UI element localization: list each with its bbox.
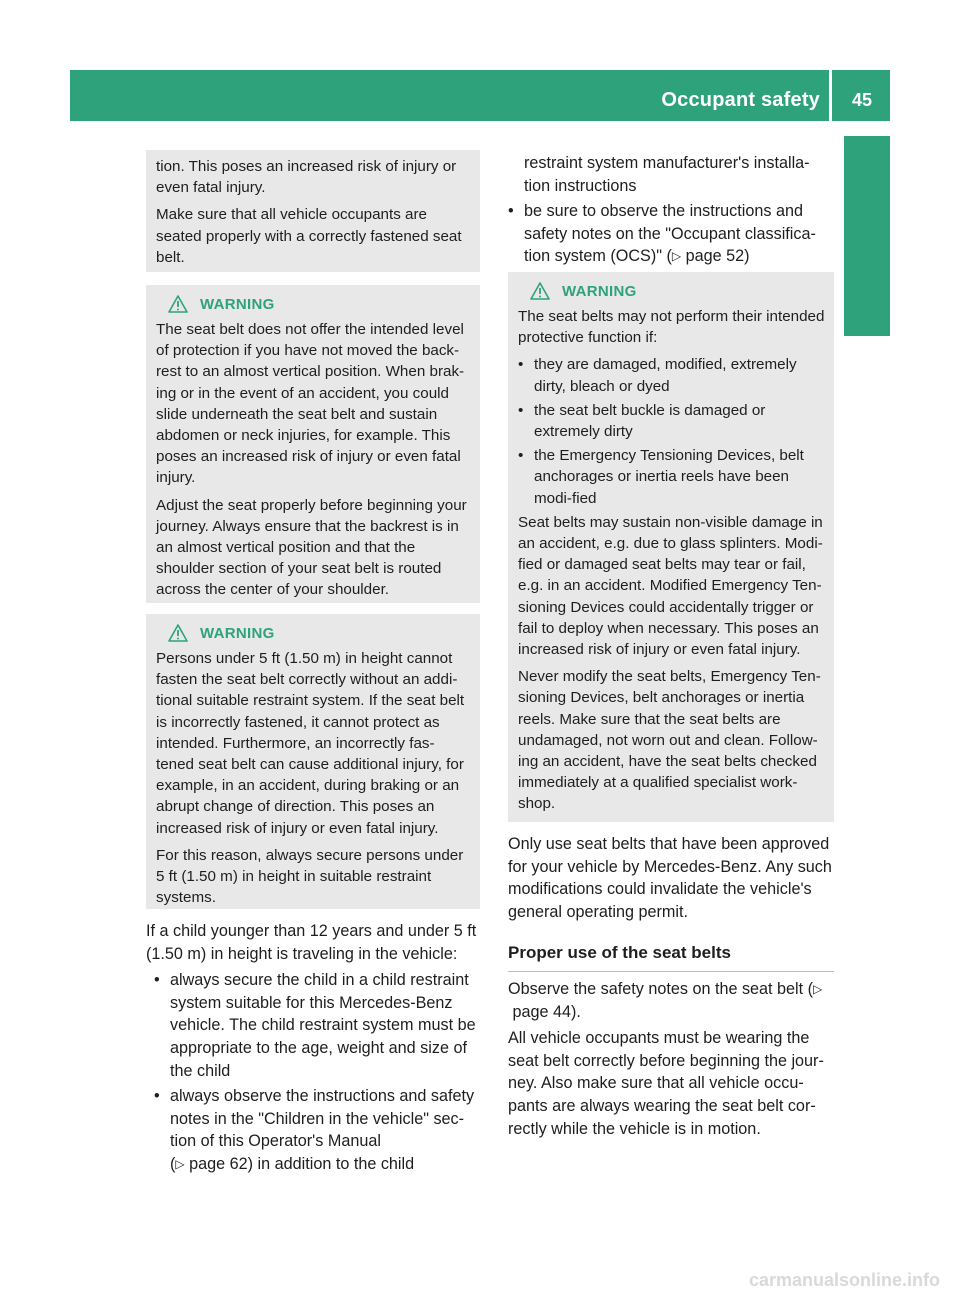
paragraph-text: Observe the safety notes on the seat belt ( xyxy=(508,980,814,998)
warning-text: The seat belt does not offer the intended level of protection if you have not moved the back-rest to an almost vertical position. When brak-ing or in the event of an accident, you could slide underneath the seat belt and sustain abdomen or neck injuries, for example. This poses an increased risk of injury or even fatal injury. xyxy=(156,321,465,487)
warning-text: Persons under 5 ft (1.50 m) in height cannot fasten the seat belt correctly without an addi-tional suitable restraint system. If the seat belt is incorrectly fastened, it cannot protect as intended. Furthermore, an incorrectly fas-tened seat belt can cause additional injury, for example, in an accident, during braking or an abrupt change of direction. This poses an increased risk of injury or even fatal injury. xyxy=(156,650,465,837)
warning-bullet-list xyxy=(518,354,826,508)
page-header xyxy=(70,70,890,121)
page-reference[interactable]: page 44 xyxy=(512,1002,572,1021)
observe-paragraph xyxy=(508,978,834,1023)
list-item: • always secure the child in a child restraint system suitable for this Mercedes-Benz vehicle. The child restraint system must be appropriate to the age, weight and size of the child xyxy=(154,969,482,1082)
header-divider xyxy=(829,70,832,121)
warning-header xyxy=(518,280,826,302)
page-ref-arrow-icon: ▷ xyxy=(813,982,823,996)
warning-label: WARNING xyxy=(200,295,275,313)
page-number: 45 xyxy=(851,90,873,110)
footer-watermark: carmanualsonline.info xyxy=(748,1270,940,1290)
warning-label: WARNING xyxy=(200,624,275,642)
right-top-text xyxy=(508,152,834,271)
warning-box-backrest xyxy=(146,285,480,603)
warning-text: Adjust the seat properly before beginning your journey. Always ensure that the backrest is in an almost vertical position and that the shoulder section of your seat belt is routed across the center of your shoulder. xyxy=(156,496,467,599)
ocs-bullet-list xyxy=(508,200,834,268)
page-ref-arrow-icon: ▷ xyxy=(671,249,682,264)
note-text: tion. This poses an increased risk of injury or even fatal injury. xyxy=(156,158,457,197)
note-box-continued xyxy=(146,150,480,272)
list-item-continued: restraint system manufacturer's installa-tion instructions xyxy=(524,154,810,195)
list-item-text: be sure to observe the instructions and safety notes on the "Occupant classifica-tion system (OCS)" ( xyxy=(524,202,816,266)
list-item: • always observe the instructions and safety notes in the "Children in the vehicle" sec-tion of this Operator's Manual (▷ page 62) in addition to the child xyxy=(154,1085,482,1175)
list-item: • they are damaged, modified, extremely dirty, bleach or dyed xyxy=(518,354,826,396)
list-item-text: always observe the instructions and safety notes in the "Children in the vehicle" sec-tion of this Operator's Manual xyxy=(170,1087,475,1151)
warning-label: WARNING xyxy=(562,282,637,300)
page-reference[interactable]: page 62 xyxy=(189,1154,248,1173)
approved-belts-paragraph: Only use seat belts that have been approved for your vehicle by Mercedes-Benz. Any such modifications could invalidate the vehicle's general operating permit. xyxy=(508,835,832,921)
section-heading: Proper use of the seat belts xyxy=(508,943,834,972)
occupants-paragraph: All vehicle occupants must be wearing the seat belt correctly before beginning the jour-ney. Also make sure that all vehicle occu-pants are always wearing the seat belt cor-rectly while the vehicle is in motion. xyxy=(508,1029,824,1138)
section-title: Occupant safety xyxy=(661,89,820,111)
warning-triangle-icon xyxy=(168,624,188,642)
warning-header xyxy=(156,622,472,644)
list-item: • the Emergency Tensioning Devices, belt anchorages or inertia reels have been modi-fied xyxy=(518,445,826,509)
warning-header xyxy=(156,293,472,315)
list-item-text: ) in addition to the child xyxy=(247,1154,415,1173)
chapter-tab-label: Safety xyxy=(854,239,879,307)
warning-text: For this reason, always secure persons under 5 ft (1.50 m) in height in suitable restraint systems. xyxy=(156,846,464,907)
page-ref-arrow-icon: ▷ xyxy=(175,1156,185,1171)
paragraph-text: ). xyxy=(571,1002,581,1021)
list-item xyxy=(508,200,834,268)
child-intro xyxy=(146,920,482,1179)
note-text: Make sure that all vehicle occupants are seated properly with a correctly fastened seat belt. xyxy=(156,206,462,266)
warning-text: Seat belts may sustain non-visible damage in an accident, e.g. due to glass splinters. Modi-fied or damaged seat belts may tear or fail, e.g. in an accident. Modified Emergency Ten-sioning Devices could accidentally trigger or fail to deploy when necessary. This poses an increased risk of injury or even fatal injury. xyxy=(518,513,823,659)
list-item: • the seat belt buckle is damaged or extremely dirty xyxy=(518,400,826,442)
warning-box-height xyxy=(146,614,480,909)
list-item-text: ) xyxy=(744,247,750,266)
warning-triangle-icon xyxy=(168,295,188,313)
page-reference[interactable]: page 52 xyxy=(685,247,745,266)
proper-use-text xyxy=(508,978,834,1140)
child-intro-text: If a child younger than 12 years and under 5 ft (1.50 m) in height is traveling in the vehicle: xyxy=(146,922,477,963)
warning-text: Never modify the seat belts, Emergency Ten-sioning Devices, belt anchorages or inertia reels. Make sure that the seat belts are undamaged, not worn out and clean. Follow-ing an accident, have the seat belts checked immediately at a qualified specialist work-shop. xyxy=(518,668,821,813)
warning-text: The seat belts may not perform their intended protective function if: xyxy=(518,308,825,347)
warning-box-damaged-belts xyxy=(508,272,834,822)
child-bullet-list xyxy=(154,969,482,1175)
warning-triangle-icon xyxy=(530,282,550,300)
chapter-tab xyxy=(844,208,890,338)
